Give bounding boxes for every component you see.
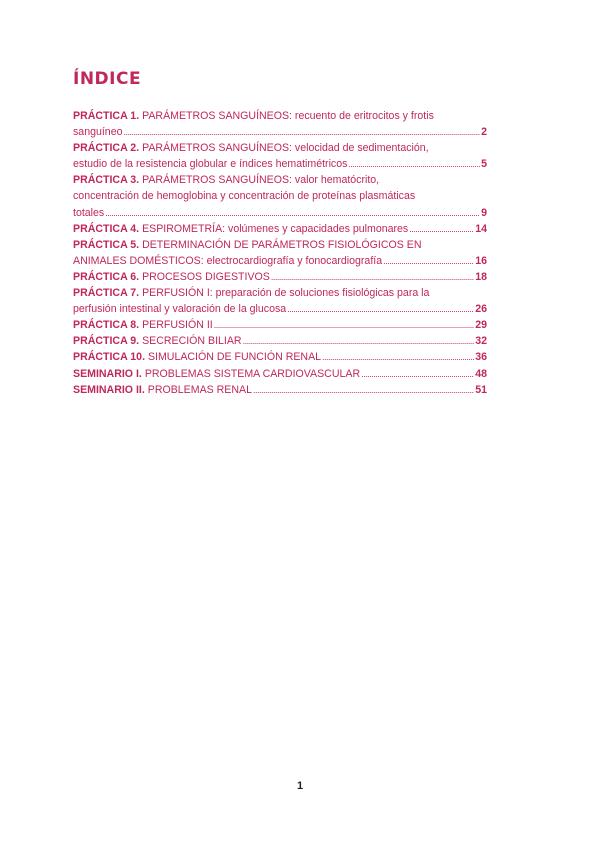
toc-entry-line <box>73 108 487 124</box>
toc-entry-page: 16 <box>475 254 487 267</box>
toc-entry-page: 36 <box>475 351 487 364</box>
dot-leader <box>287 301 474 317</box>
dot-leader <box>243 333 475 349</box>
toc-entry-page: 18 <box>475 270 487 283</box>
toc-entry[interactable] <box>73 366 487 382</box>
toc-entry-text <box>73 205 104 221</box>
dot-leader <box>348 156 480 172</box>
toc-entry-line <box>73 237 487 253</box>
toc-entry[interactable] <box>73 140 487 172</box>
toc-entry-last-line <box>73 269 487 285</box>
toc-entry-last-line <box>73 205 487 221</box>
dot-leader <box>361 366 474 382</box>
toc-entry[interactable] <box>73 172 487 220</box>
toc-entry-text <box>73 140 429 156</box>
toc-entry-text <box>73 317 213 333</box>
toc-entry-title: totales <box>73 206 105 219</box>
toc-entry-page: 5 <box>481 158 487 171</box>
toc-entry[interactable] <box>73 108 487 140</box>
toc-entry[interactable] <box>73 221 487 237</box>
dot-leader <box>105 205 480 221</box>
toc-entry-text <box>73 349 321 365</box>
dot-leader <box>214 317 474 333</box>
toc-entry-prefix: PRÁCTICA 9. <box>73 335 140 348</box>
toc-entry-title: PARÁMETROS SANGUÍNEOS: valor hematócrito, <box>142 174 380 187</box>
toc-entry[interactable] <box>73 317 487 333</box>
dot-leader <box>322 349 474 365</box>
toc-entry[interactable] <box>73 349 487 365</box>
toc-entry-text <box>73 285 429 301</box>
toc-entry-text <box>73 108 434 124</box>
toc-entry-last-line <box>73 366 487 382</box>
toc-entry-prefix: PRÁCTICA 3. <box>73 174 140 187</box>
toc-entry-title: PARÁMETROS SANGUÍNEOS: velocidad de sedimentación, <box>142 142 429 155</box>
toc-entry-title: PROCESOS DIGESTIVOS <box>142 270 270 283</box>
toc-entry-title: SIMULACIÓN DE FUNCIÓN RENAL <box>147 351 322 364</box>
toc-entry-title: PERFUSIÓN I: preparación de soluciones fisiológicas para la <box>142 287 430 300</box>
toc-entry-last-line <box>73 317 487 333</box>
page-number: 1 <box>296 780 304 792</box>
dot-leader <box>123 124 480 140</box>
toc-entry-last-line <box>73 124 487 140</box>
toc-entry-line <box>73 188 487 204</box>
toc-entry-title: sanguíneo <box>73 126 123 139</box>
dot-leader <box>253 382 474 398</box>
toc-entry-prefix: PRÁCTICA 5. <box>73 238 140 251</box>
toc-entry-title: PROBLEMAS SISTEMA CARDIOVASCULAR <box>144 367 361 380</box>
toc-entry-last-line <box>73 382 487 398</box>
page-title: ÍNDICE <box>73 69 142 89</box>
toc-entry[interactable] <box>73 333 487 349</box>
toc-entry-text <box>73 237 421 253</box>
toc-entry-prefix: PRÁCTICA 4. <box>73 222 140 235</box>
toc-entry-text <box>73 172 379 188</box>
toc-entry-title: PARÁMETROS SANGUÍNEOS: recuento de eritrocitos y frotis <box>142 110 434 122</box>
toc-entry-title: PERFUSIÓN II <box>142 319 213 332</box>
toc-entry-title: estudio de la resistencia globular e índices hematimétricos <box>73 158 348 171</box>
toc-entry-title: concentración de hemoglobina y concentración de proteínas plasmáticas <box>73 190 416 203</box>
toc-entry-title: PROBLEMAS RENAL <box>147 383 252 396</box>
toc-entry-line <box>73 140 487 156</box>
toc-entry-prefix: PRÁCTICA 8. <box>73 319 140 332</box>
toc-entry-prefix: SEMINARIO I. <box>73 367 142 380</box>
toc-entry-prefix: PRÁCTICA 1. <box>73 110 140 122</box>
toc-entry-text <box>73 301 286 317</box>
dot-leader <box>409 221 474 237</box>
toc-entry-page: 14 <box>475 222 487 235</box>
toc-entry-page: 2 <box>481 126 487 139</box>
toc-entry-last-line <box>73 156 487 172</box>
toc-entry-page: 29 <box>475 319 487 332</box>
toc-entry[interactable] <box>73 285 487 317</box>
dot-leader <box>383 253 474 269</box>
toc-entry-last-line <box>73 253 487 269</box>
toc-entry-last-line <box>73 301 487 317</box>
toc-entry-text <box>73 188 415 204</box>
toc-entry-prefix: PRÁCTICA 2. <box>73 142 140 155</box>
toc-entry-text <box>73 333 242 349</box>
toc-entry[interactable] <box>73 237 487 269</box>
toc-entry-text <box>73 269 270 285</box>
toc-entry-line <box>73 172 487 188</box>
toc-entry-last-line <box>73 221 487 237</box>
dot-leader <box>271 269 474 285</box>
toc-entry-prefix: PRÁCTICA 7. <box>73 287 140 300</box>
toc-entry-text <box>73 124 122 140</box>
toc-entry[interactable] <box>73 269 487 285</box>
toc-entry-title: ESPIROMETRÍA: volúmenes y capacidades pulmonares <box>142 222 409 235</box>
toc-entry-text <box>73 156 347 172</box>
toc-entry-page: 9 <box>481 206 487 219</box>
toc-entry-page: 26 <box>475 303 487 316</box>
toc-entry-prefix: SEMINARIO II. <box>73 383 145 396</box>
toc-entry-title: SECRECIÓN BILIAR <box>142 335 242 348</box>
toc-entry-text <box>73 221 408 237</box>
toc-entry[interactable] <box>73 382 487 398</box>
toc-entry-text <box>73 382 252 398</box>
toc-entry-title: ANIMALES DOMÉSTICOS: electrocardiografía y fonocardiografía <box>73 254 383 267</box>
toc-entry-text <box>73 253 382 269</box>
toc-entry-prefix: PRÁCTICA 10. <box>73 351 146 364</box>
toc-entry-page: 51 <box>475 383 487 396</box>
toc-entry-line <box>73 285 487 301</box>
toc-entry-title: DETERMINACIÓN DE PARÁMETROS FISIOLÓGICOS EN <box>142 238 422 251</box>
toc-entry-last-line <box>73 349 487 365</box>
toc-entry-page: 32 <box>475 335 487 348</box>
toc-entry-last-line <box>73 333 487 349</box>
toc-entry-title: perfusión intestinal y valoración de la glucosa <box>73 303 287 316</box>
toc-entry-page: 48 <box>475 367 487 380</box>
toc-entry-text <box>73 366 360 382</box>
toc-entry-prefix: PRÁCTICA 6. <box>73 270 140 283</box>
table-of-contents <box>73 108 487 398</box>
